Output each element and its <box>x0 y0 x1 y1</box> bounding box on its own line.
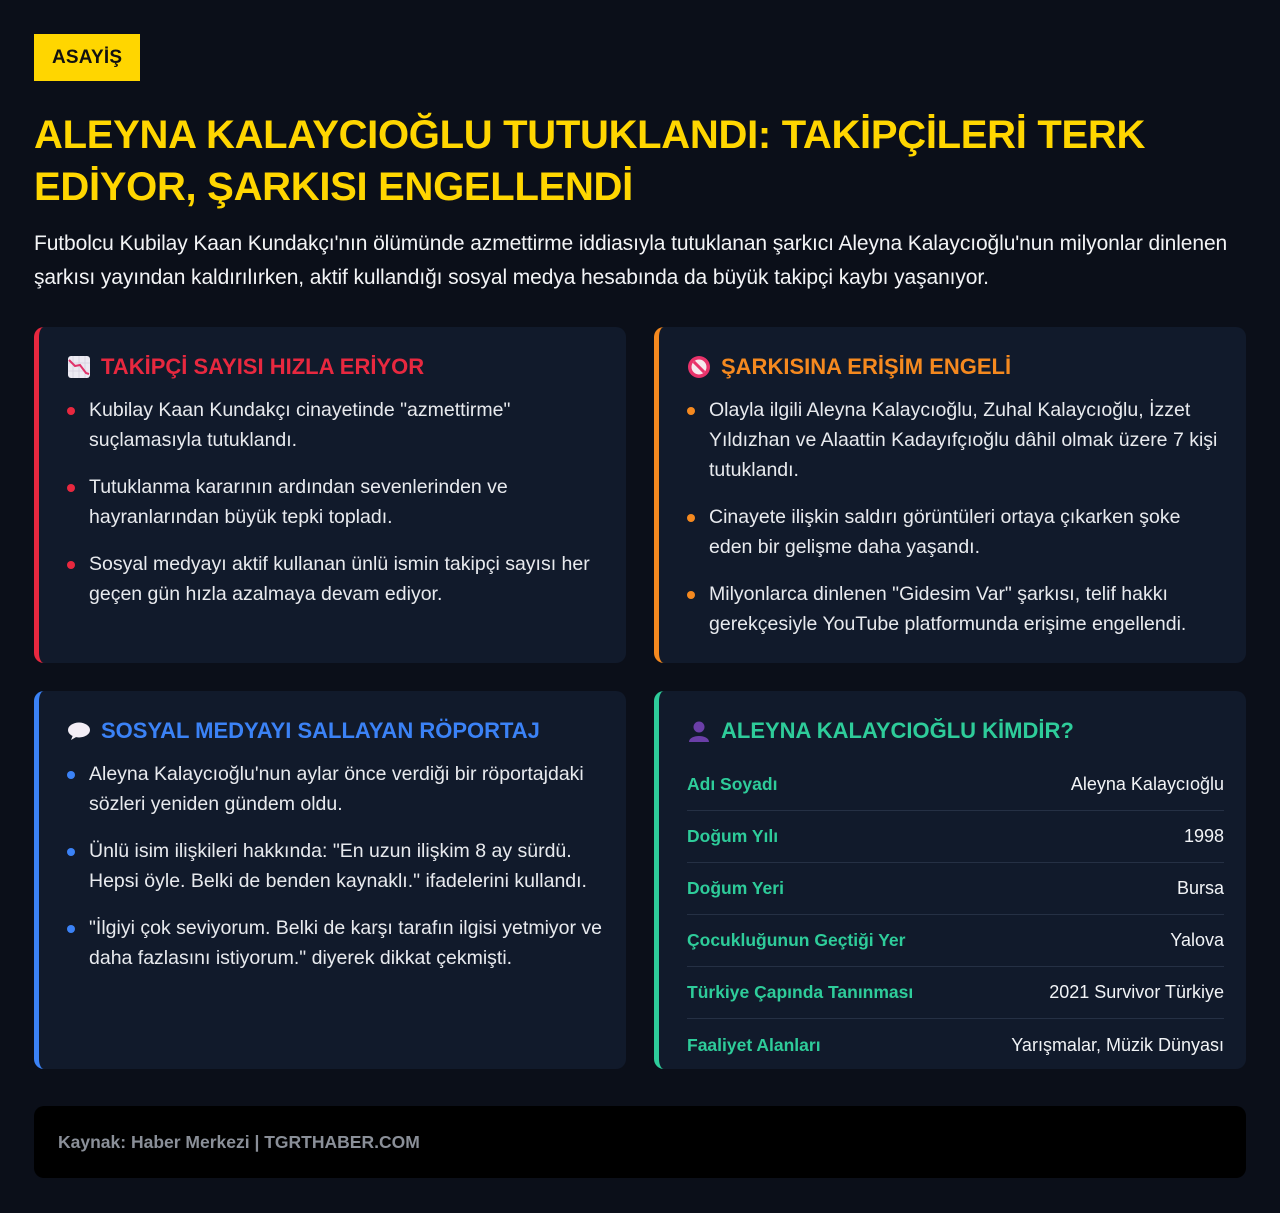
list-item: Olayla ilgili Aleyna Kalaycıoğlu, Zuhal Kalaycıoğlu, İzzet Yıldızhan ve Alaattin Kadayıfçıoğlu dâhil olmak üzere 7 kişi tutuklandı. <box>687 395 1224 485</box>
table-row <box>687 759 1224 811</box>
row-label: Doğum Yılı <box>687 826 779 846</box>
list-item: Milyonlarca dinlenen "Gidesim Var" şarkısı, telif hakkı gerekçesiyle YouTube platformunda erişime engellendi. <box>687 579 1224 639</box>
row-value: Yarışmalar, Müzik Dünyası <box>1011 1034 1224 1055</box>
list-item: Sosyal medyayı aktif kullanan ünlü ismin takipçi sayısı her geçen gün hızla azalmaya devam ediyor. <box>67 549 604 609</box>
list-item: Kubilay Kaan Kundakçı cinayetinde "azmettirme" suçlamasıyla tutuklandı. <box>67 395 604 455</box>
card-title <box>687 351 1224 383</box>
card-title-text: SOSYAL MEDYAYI SALLAYAN RÖPORTAJ <box>101 718 540 743</box>
list-item: Ünlü isim ilişkileri hakkında: "En uzun ilişkim 8 ay sürdü. Hepsi öyle. Belki de benden kaynaklı." ifadelerini kullandı. <box>67 836 604 896</box>
source-footer <box>34 1106 1246 1178</box>
card-title-text: TAKİPÇİ SAYISI HIZLA ERİYOR <box>101 354 425 379</box>
card-title <box>67 351 604 383</box>
row-value: Yalova <box>1170 930 1224 950</box>
row-label: Çocukluğunun Geçtiği Yer <box>687 930 906 950</box>
cards-grid <box>34 327 1246 1069</box>
person-silhouette-icon <box>687 719 711 743</box>
list-item: Aleyna Kalaycıoğlu'nun aylar önce verdiği bir röportajdaki sözleri yeniden gündem oldu. <box>67 759 604 819</box>
summary-text: Futbolcu Kubilay Kaan Kundakçı'nın ölümünde azmettirme iddiasıyla tutuklanan şarkıcı Aleyna Kalaycıoğlu'nun milyonlar dinlenen şarkısı yayından kaldırılırken, aktif kullandığı sosyal medya hesabında da büyük takipçi kaybı yaşanıyor. <box>34 232 1228 289</box>
row-value: Bursa <box>1176 878 1224 898</box>
headline: ALEYNA KALAYCIOĞLU TUTUKLANDI: TAKİPÇİLERİ TERK EDİYOR, ŞARKISI ENGELLENDİ <box>34 113 1146 209</box>
category-badge[interactable]: ASAYİŞ <box>34 34 140 81</box>
card-profile <box>654 691 1246 1069</box>
bullet-list <box>67 395 604 609</box>
card-title-text: ŞARKISINA ERİŞİM ENGELİ <box>721 354 1012 379</box>
source-credit: Kaynak: Haber Merkezi | TGRTHABER.COM <box>58 1131 420 1152</box>
prohibited-icon <box>687 355 711 379</box>
list-item: "İlgiyi çok seviyorum. Belki de karşı tarafın ilgisi yetmiyor ve daha fazlasını istiyorum." diyerek dikkat çekmişti. <box>67 913 604 973</box>
row-label: Adı Soyadı <box>687 774 778 794</box>
row-value: 1998 <box>1183 826 1224 846</box>
card-title <box>687 715 1224 747</box>
row-value: 2021 Survivor Türkiye <box>1049 982 1224 1002</box>
list-item: Tutuklanma kararının ardından sevenlerinden ve hayranlarından büyük tepki topladı. <box>67 472 604 532</box>
bullet-list <box>67 759 604 973</box>
table-row <box>687 1019 1224 1071</box>
chart-decreasing-icon <box>67 355 91 379</box>
table-row <box>687 863 1224 915</box>
row-label: Faaliyet Alanları <box>687 1034 821 1055</box>
card-title-text: ALEYNA KALAYCIOĞLU KİMDİR? <box>721 718 1074 743</box>
row-label: Türkiye Çapında Tanınması <box>687 982 914 1002</box>
list-item: Cinayete ilişkin saldırı görüntüleri ortaya çıkarken şoke eden bir gelişme daha yaşandı. <box>687 502 1224 562</box>
table-row <box>687 915 1224 967</box>
table-row <box>687 811 1224 863</box>
profile-table <box>687 759 1224 1071</box>
speech-bubble-icon <box>67 719 91 743</box>
card-follower-loss <box>34 327 626 663</box>
row-value: Aleyna Kalaycıoğlu <box>1070 774 1224 794</box>
card-interview <box>34 691 626 1069</box>
news-infographic <box>34 34 1246 1152</box>
row-label: Doğum Yeri <box>687 878 784 898</box>
bullet-list <box>687 395 1224 639</box>
card-song-ban <box>654 327 1246 663</box>
table-row <box>687 967 1224 1019</box>
card-title <box>67 715 604 747</box>
